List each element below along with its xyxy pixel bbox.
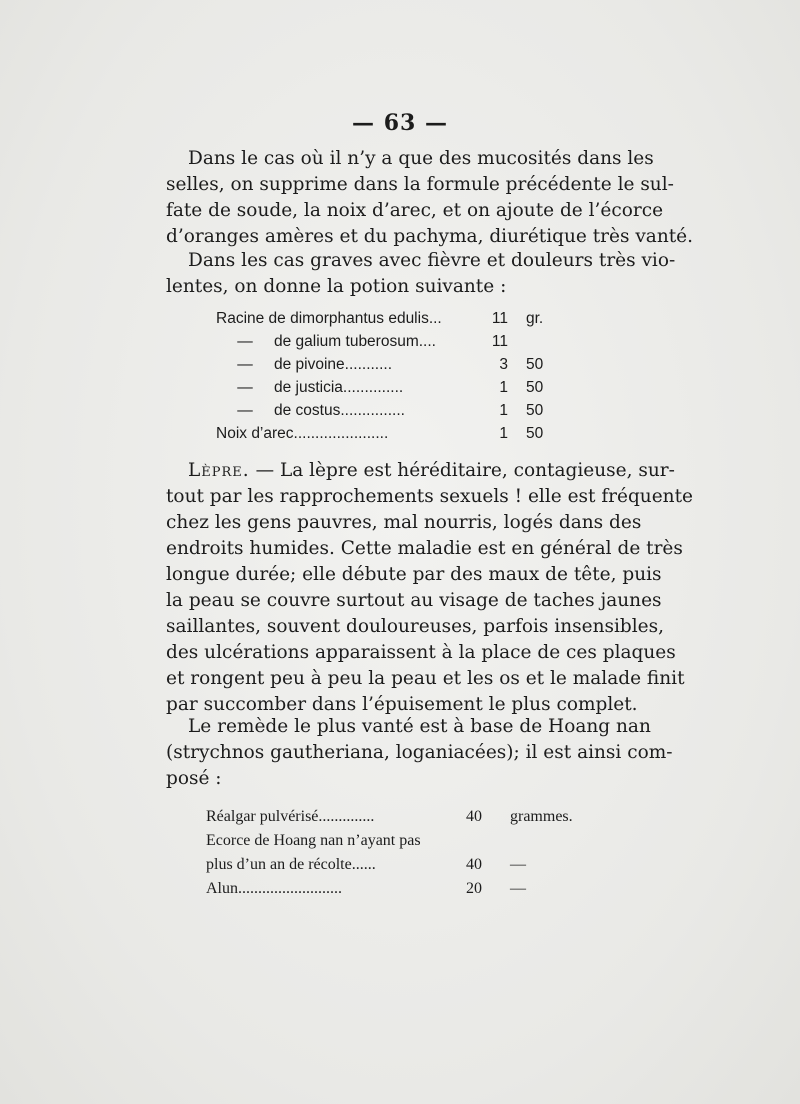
section-title-lepre: Lèpre. (188, 460, 250, 481)
ingredient-quantity: 1 (499, 379, 508, 396)
ingredient-name: — de pivoine........... (216, 356, 478, 379)
ingredient-unit: — (510, 880, 526, 897)
text-line: la peau se couvre surtout au visage de taches jaunes (166, 590, 662, 611)
recipe-row (216, 333, 566, 356)
page-number: — 63 — (352, 110, 448, 136)
text-line: endroits humides. Cette maladie est en général de très (166, 538, 683, 559)
ingredient-quantity-fraction: 50 (526, 425, 544, 442)
ingredient-quantity: 11 (491, 333, 508, 350)
paragraph-lepre (166, 458, 693, 718)
ingredient-quantity-fraction: gr. (526, 310, 544, 327)
ingredient-unit: — (510, 856, 526, 873)
text-line: Dans les cas graves avec fièvre et douleurs très vio- (188, 250, 676, 271)
ditto-dash: — (237, 379, 253, 396)
ingredient-quantity: 1 (499, 402, 508, 419)
text-line: fate de soude, la noix d’arec, et on ajoute de l’écorce (166, 200, 664, 221)
ingredient-quantity: 3 (499, 356, 508, 373)
recipe-row (216, 425, 566, 448)
text-line: posé : (166, 768, 222, 789)
hoang-nan-recipe-table (206, 808, 590, 904)
ingredient-quantity-fraction: 50 (526, 356, 544, 373)
text-line: longue durée; elle débute par des maux de tête, puis (166, 564, 662, 585)
recipe-row (216, 310, 566, 333)
ingredient-name: — de costus............... (216, 402, 478, 425)
ingredient-name: plus d’un an de récolte...... (206, 856, 376, 873)
recipe-row (206, 880, 590, 904)
text-line: d’oranges amères et du pachyma, diurétique très vanté. (166, 226, 693, 247)
ingredient-name: Racine de dimorphantus edulis... (216, 310, 442, 327)
ingredient-name: Réalgar pulvérisé.............. (206, 808, 375, 825)
text-line: chez les gens pauvres, mal nourris, logés dans des (166, 512, 642, 533)
paragraph-mucosites (166, 146, 693, 250)
recipe-row (216, 356, 566, 379)
ingredient-quantity: 40 (466, 856, 482, 873)
ingredient-quantity: 40 (466, 808, 482, 825)
ingredient-quantity: 11 (491, 310, 508, 327)
ingredient-quantity: 20 (466, 880, 482, 897)
ditto-dash: — (237, 402, 253, 419)
recipe-row (206, 832, 590, 856)
paragraph-remede (166, 714, 673, 792)
text-line: Le remède le plus vanté est à base de Hoang nan (188, 716, 651, 737)
ingredient-name: — de galium tuberosum.... (216, 333, 478, 356)
ingredient-name: — de justicia.............. (216, 379, 478, 402)
text-line: des ulcérations apparaissent à la place de ces plaques (166, 642, 676, 663)
recipe-row (216, 379, 566, 402)
ditto-dash: — (237, 356, 253, 373)
text-line: Dans le cas où il n’y a que des mucosités dans les (188, 148, 654, 169)
potion-recipe-table (216, 310, 566, 448)
text-line: tout par les rapprochements sexuels ! elle est fréquente (166, 486, 693, 507)
ingredient-name: Noix d’arec...................... (216, 425, 389, 442)
ingredient-name: Alun.......................... (206, 880, 342, 897)
text-line: saillantes, souvent douloureuses, parfois insensibles, (166, 616, 664, 637)
ditto-dash: — (237, 333, 253, 350)
text-line: Lèpre. — La lèpre est héréditaire, contagieuse, sur- (188, 460, 675, 481)
ingredient-quantity-fraction: 50 (526, 379, 544, 396)
ingredient-unit (498, 832, 590, 856)
text-line: et rongent peu à peu la peau et les os et le malade finit (166, 668, 685, 689)
ingredient-name: Ecorce de Hoang nan n’ayant pas (206, 832, 421, 849)
recipe-row (206, 808, 590, 832)
ingredient-quantity: 1 (499, 425, 508, 442)
ingredient-quantity-fraction: 50 (526, 402, 544, 419)
recipe-row (206, 856, 590, 880)
paragraph-cas-graves (166, 248, 676, 300)
ingredient-unit: grammes. (510, 808, 573, 825)
recipe-row (216, 402, 566, 425)
ingredient-quantity (466, 832, 498, 856)
ingredient-quantity-fraction (526, 333, 566, 356)
text-line: lentes, on donne la potion suivante : (166, 276, 507, 297)
text-line: par succomber dans l’épuisement le plus complet. (166, 694, 638, 715)
text-line: (strychnos gautheriana, loganiacées); il est ainsi com- (166, 742, 673, 763)
text-line: selles, on supprime dans la formule précédente le sul- (166, 174, 674, 195)
